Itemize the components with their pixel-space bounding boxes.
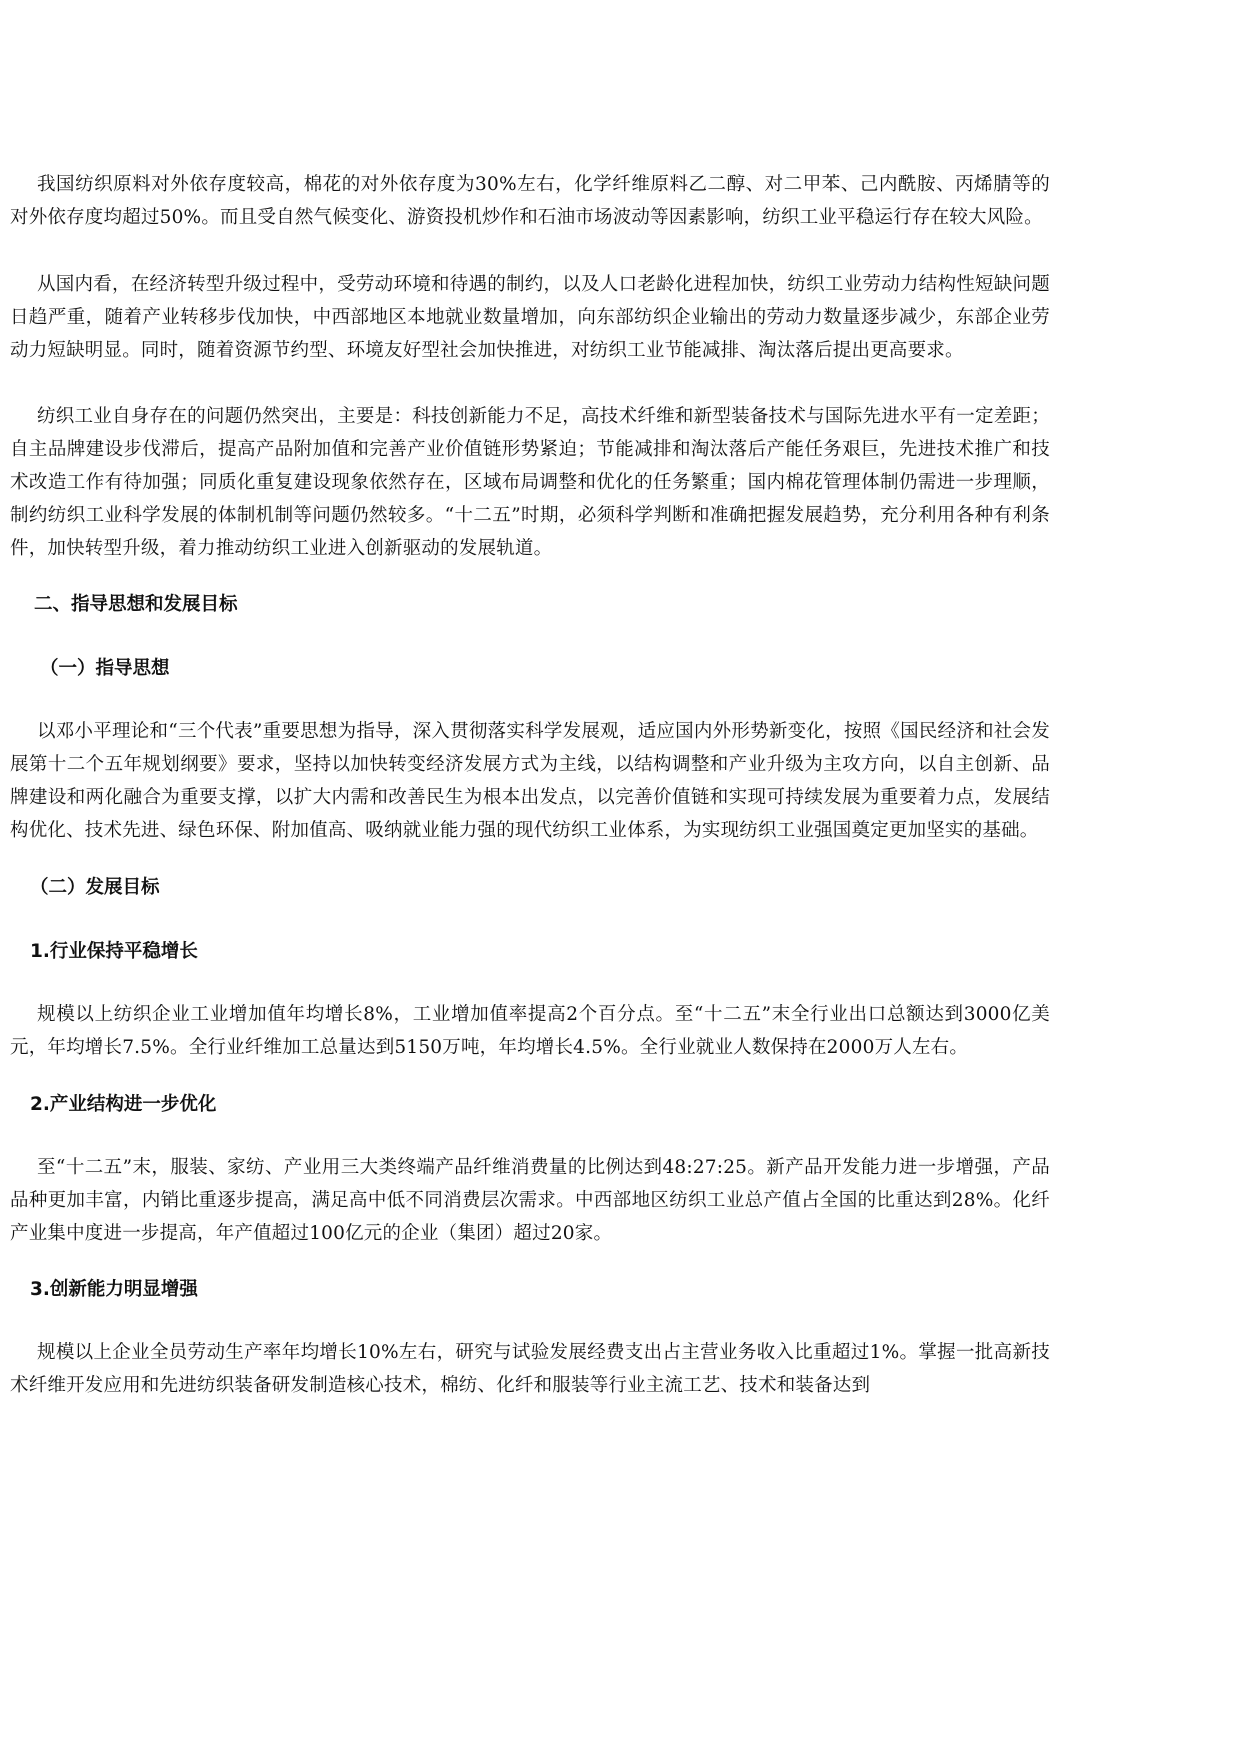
- paragraph-domestic-labor: 从国内看，在经济转型升级过程中，受劳动环境和待遇的制约，以及人口老龄化进程加快，纺织工业劳动力结构性短缺问题日趋严重，随着产业转移步伐加快，中西部地区本地就业数量增加，向东部纺织企业输出的劳动力数量逐步减少，东部企业劳动力短缺明显。同时，随着资源节约型、环境友好型社会加快推进，对纺织工业节能减排、淘汰落后提出更高要求。: [10, 274, 1050, 361]
- paragraph-stable-growth: 规模以上纺织企业工业增加值年均增长8%，工业增加值率提高2个百分点。至“十二五”末全行业出口总额达到3000亿美元，年均增长7.5%。全行业纤维加工总量达到5150万吨，年均增长4.5%。全行业就业人数保持在2000万人左右。: [10, 1004, 1050, 1058]
- paragraph-industry-problems: 纺织工业自身存在的问题仍然突出，主要是：科技创新能力不足，高技术纤维和新型装备技术与国际先进水平有一定差距；自主品牌建设步伐滞后，提高产品附加值和完善产业价值链形势紧迫；节能减排和淘汰落后产能任务艰巨，先进技术推广和技术改造工作有待加强；同质化重复建设现象依然存在，区域布局调整和优化的任务繁重；国内棉花管理体制仍需进一步理顺，制约纺织工业科学发展的体制机制等问题仍然较多。“十二五”时期，必须科学判断和准确把握发展趋势，充分利用各种有利条件，加快转型升级，着力推动纺织工业进入创新驱动的发展轨道。: [10, 406, 1050, 559]
- section-heading-guiding-goals: 二、指导思想和发展目标: [34, 594, 238, 615]
- paragraph-structure-optimization: 至“十二五”末，服装、家纺、产业用三大类终端产品纤维消费量的比例达到48:27:25。新产品开发能力进一步增强，产品品种更加丰富，内销比重逐步提高，满足高中低不同消费层次需求。中西部地区纺织工业总产值占全国的比重达到28%。化纤产业集中度进一步提高，年产值超过100亿元的企业（集团）超过20家。: [10, 1157, 1050, 1244]
- document-body: [10, 168, 1050, 1402]
- paragraph-innovation: 规模以上企业全员劳动生产率年均增长10%左右，研究与试验发展经费支出占主营业务收入比重超过1%。掌握一批高新技术纤维开发应用和先进纺织装备研发制造核心技术，棉纺、化纤和服装等行业主流工艺、技术和装备达到: [10, 1342, 1050, 1396]
- paragraph-raw-material-dependence: 我国纺织原料对外依存度较高，棉花的对外依存度为30%左右，化学纤维原料乙二醇、对二甲苯、己内酰胺、丙烯腈等的对外依存度均超过50%。而且受自然气候变化、游资投机炒作和石油市场波动等因素影响，纺织工业平稳运行存在较大风险。: [10, 174, 1050, 228]
- paragraph-guiding-thought: 以邓小平理论和“三个代表”重要思想为指导，深入贯彻落实科学发展观，适应国内外形势新变化，按照《国民经济和社会发展第十二个五年规划纲要》要求，坚持以加快转变经济发展方式为主线，以结构调整和产业升级为主攻方向，以自主创新、品牌建设和两化融合为重要支撑，以扩大内需和改善民生为根本出发点，以完善价值链和实现可持续发展为重要着力点，发展结构优化、技术先进、绿色环保、附加值高、吸纳就业能力强的现代纺织工业体系，为实现纺织工业强国奠定更加坚实的基础。: [10, 721, 1050, 841]
- goal-heading-innovation: 3.创新能力明显增强: [30, 1279, 198, 1300]
- subsection-heading-guiding-thought: （一）指导思想: [40, 658, 170, 679]
- goal-heading-structure-optimization: 2.产业结构进一步优化: [30, 1094, 217, 1115]
- goal-heading-stable-growth: 1.行业保持平稳增长: [30, 941, 198, 962]
- subsection-heading-development-goals: （二）发展目标: [30, 877, 160, 898]
